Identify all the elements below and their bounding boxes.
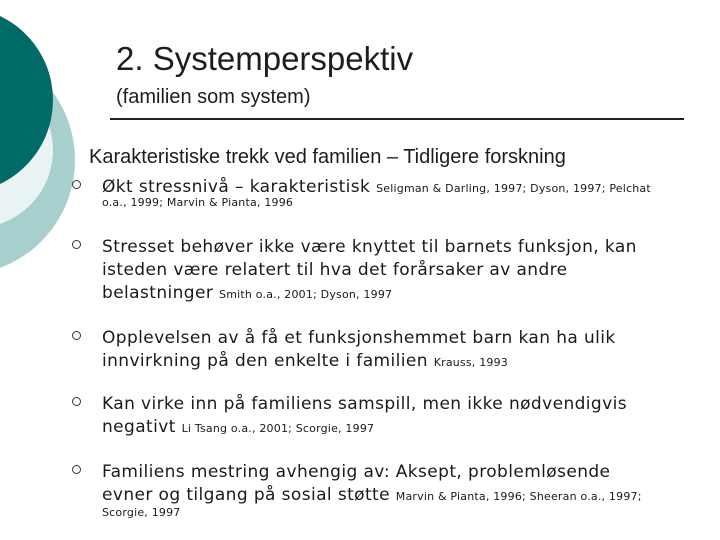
reference: Smith o.a., 2001; Dyson, 1997 [219,288,393,301]
reference: Krauss, 1993 [433,356,508,369]
bullet-text [102,393,720,440]
bullet-line: Kan virke inn på familiens samspill, men ikke nødvendigvis [102,394,627,414]
bullet-line: Økt stressnivå – karakteristisk [102,177,371,197]
slide-subtitle: (familien som system) [116,86,311,108]
bullet-text [102,176,720,210]
bullet-icon [72,465,81,474]
reference: Scorgie, 1997 [102,506,181,519]
bullet-text [102,461,720,520]
bullet-line: innvirkning på den enkelte i familien [102,351,428,371]
reference: o.a., 1999; Marvin & Pianta, 1996 [102,196,294,209]
reference: Marvin & Pianta, 1996; Sheeran o.a., 1997; [395,490,642,503]
reference: Seligman & Darling, 1997; Dyson, 1997; Pelchat [376,182,651,195]
bullet-line: Stresset behøver ikke være knyttet til barnets funksjon, kan [102,237,637,257]
title-divider [110,118,684,120]
reference: Li Tsang o.a., 2001; Scorgie, 1997 [181,422,375,435]
section-heading: Karakteristiske trekk ved familien – Tidligere forskning [89,146,566,168]
bullet-icon [72,331,81,340]
bullet-line: Opplevelsen av å få et funksjonshemmet barn kan ha ulik [102,328,616,348]
bullet-icon [72,180,81,189]
bullet-line: Familiens mestring avhengig av: Aksept, problemløsende [102,462,611,482]
bullet-icon [72,240,81,249]
bullet-icon [72,397,81,406]
bullet-text [102,327,720,374]
bullet-line: negativt [102,417,176,437]
bullet-line: evner og tilgang på sosial støtte [102,485,390,505]
slide-title: 2. Systemperspektiv [116,40,414,77]
bullet-line: isteden være relatert til hva det forårsaker av andre [102,260,568,280]
bullet-text [102,236,720,306]
bullet-line: belastninger [102,283,214,303]
